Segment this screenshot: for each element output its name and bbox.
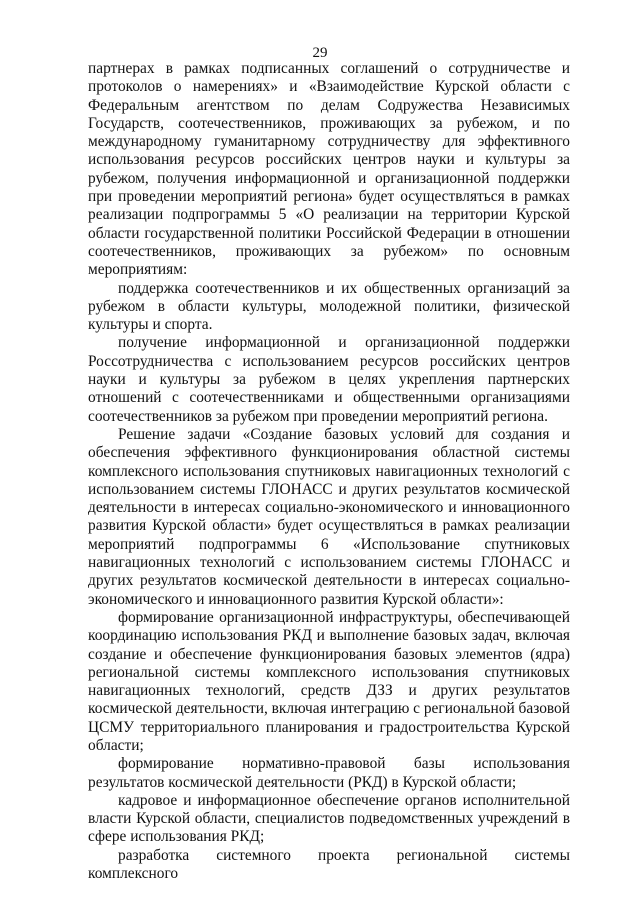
document-body	[88, 60, 570, 883]
paragraph-7: кадровое и информационное обеспечение органов исполнительной власти Курской области, специалистов подведомственных учреждений в сфере использования РКД;	[88, 791, 570, 846]
paragraph-5: формирование организационной инфраструктуры, обеспечивающей координацию использования РКД и выполнение базовых задач, включая создание и обеспечение функционирования базовых элементов (ядра) региональной системы комплексного использования спутниковых навигационных технологий, средств ДЗЗ и других результатов космической деятельности, включая интеграцию с региональной базовой ЦСМУ территориального планирования и градостроительства Курской области;	[88, 608, 570, 754]
paragraph-6: формирование нормативно-правовой базы использования результатов космической деятельности (РКД) в Курской области;	[88, 755, 570, 791]
paragraph-1: партнерах в рамках подписанных соглашений о сотрудничестве и протоколов о намерениях» и «Взаимодействие Курской области с Федеральным агентством по делам Содружества Независимых Государств, соотечественников, проживающих за рубежом, и по международному гуманитарному сотрудничеству для эффективного использования ресурсов российских центров науки и культуры за рубежом, получения информационной и организационной поддержки при проведении мероприятий региона» будет осуществляться в рамках реализации подпрограммы 5 «О реализации на территории Курской области государственной политики Российской Федерации в отношении соотечественников, проживающих за рубежом» по основным мероприятиям:	[88, 60, 570, 279]
paragraph-8: разработка системного проекта региональной системы комплексного	[88, 846, 570, 883]
paragraph-3: получение информационной и организационной поддержки Россотрудничества с использованием ресурсов российских центров науки и культуры за рубежом в целях укрепления партнерских отношений с соотечественниками и общественными организациями соотечественников за рубежом при проведении мероприятий региона.	[88, 334, 570, 425]
paragraph-2: поддержка соотечественников и их общественных организаций за рубежом в области культуры, молодежной политики, физической культуры и спорта.	[88, 279, 570, 334]
page-number: 29	[312, 45, 328, 61]
paragraph-4: Решение задачи «Создание базовых условий для создания и обеспечения эффективного функционирования областной системы комплексного использования спутниковых навигационных технологий с использованием системы ГЛОНАСС и других результатов космической деятельности в интересах социально-экономического и инновационного развития Курской области» будет осуществляться в рамках реализации мероприятий подпрограммы 6 «Использование спутниковых навигационных технологий с использованием системы ГЛОНАСС и других результатов космической деятельности в интересах социально-экономического и инновационного развития Курской области»:	[88, 425, 570, 608]
